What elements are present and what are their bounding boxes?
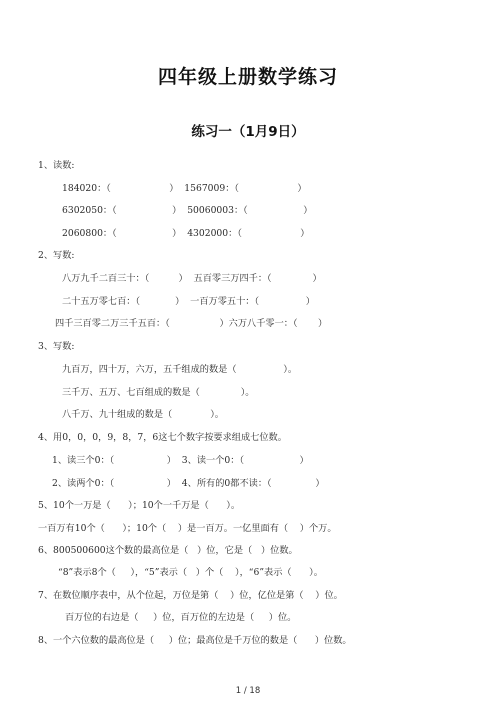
q3-row-1: 九百万，四十万，六万，五千组成的数是（ ）。 — [62, 364, 298, 375]
q2-heading: 2、写数: — [38, 250, 75, 261]
q5-line-2: 一百万有10个（ ）；10个（ ）是一百万。一亿里面有（ ）个万。 — [38, 523, 337, 534]
q8-line-1: 8、一个六位数的最高位是（ ）位；最高位是千万位的数是（ ）位数。 — [38, 635, 352, 646]
q7-line-1: 7、在数位顺序表中，从个位起，万位是第（ ）位，亿位是第（ ）位。 — [38, 590, 343, 601]
exercise-subtitle: 练习一（1月9日） — [191, 124, 305, 140]
q3-row-2: 三千万、五万、七百组成的数是（ ）。 — [62, 387, 255, 398]
page-number: 1 / 18 — [235, 686, 261, 696]
q6-line-1: 6、800500600这个数的最高位是（ ）位，它是（ ）位数。 — [38, 545, 298, 556]
q1-heading: 1、读数: — [38, 160, 75, 171]
q6-line-2: “8”表示8个（ ），“5”表示（ ）个（ ），“6”表示（ ）。 — [58, 567, 323, 578]
q4-heading: 4、用0，0，0，9，8，7，6这七个数字按要求组成七位数。 — [38, 432, 287, 443]
q1-row-1: 184020：（ ） 1567009：（ ） — [62, 183, 307, 194]
q3-row-3: 八千万、九十组成的数是（ ）。 — [62, 409, 224, 420]
q1-row-2: 6302050：（ ） 50060003：（ ） — [62, 205, 313, 216]
page-title: 四年级上册数学练习 — [157, 66, 338, 88]
q1-row-3: 2060800：（ ） 4302000：（ ） — [62, 228, 310, 239]
q3-heading: 3、写数: — [38, 341, 75, 352]
q4-row-1: 1、读三个0：（ ） 3、读一个0：（ ） — [52, 455, 309, 466]
q7-line-2: 百万位的右边是（ ）位，百万位的左边是（ ）位。 — [65, 612, 297, 623]
q2-row-1: 八万九千二百三十：（ ） 五百零三万四千：（ ） — [62, 273, 322, 284]
q4-row-2: 2、读两个0：（ ） 4、所有的0都不读：（ ） — [52, 478, 325, 489]
q2-row-3: 四千三百零二万三千五百：（ ）六万八千零一：（ ） — [55, 318, 328, 329]
q2-row-2: 二十五万零七百：（ ） 一百万零五十：（ ） — [62, 296, 315, 307]
q5-line-1: 5、10个一万是（ ）；10个一千万是（ ）。 — [38, 500, 241, 511]
